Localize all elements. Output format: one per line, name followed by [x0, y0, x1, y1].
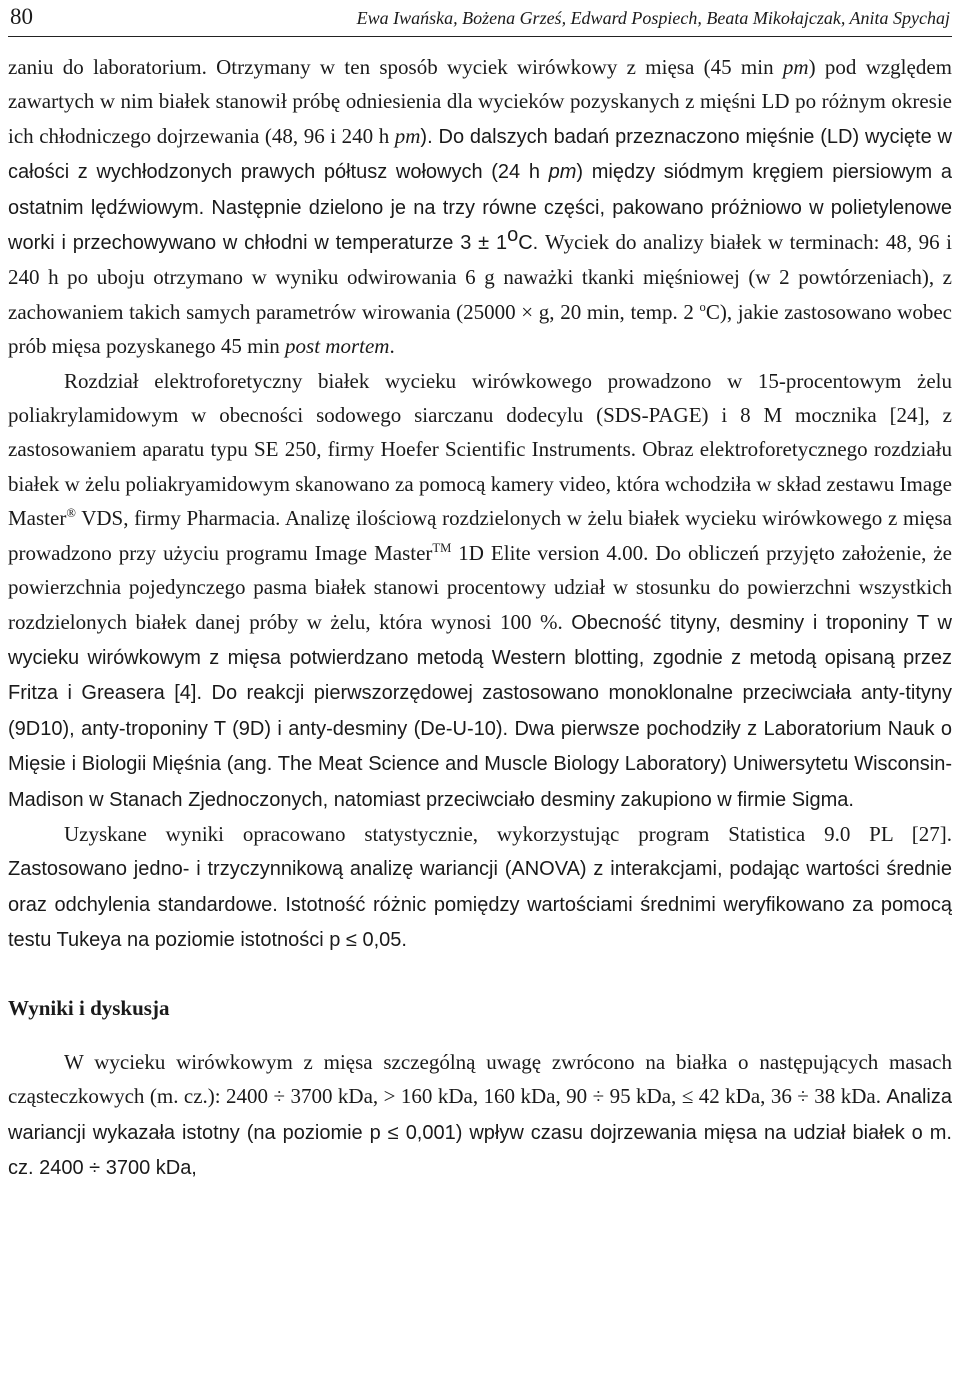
text-run-sans: ) między siódmym kręgiem piersiowym a ostatnim lędźwiowym. Następnie dzielono je na trzy równe części, pakowano próżniowo w polietylenowe worki i przechowywano w chłodni w temperaturze 3 ± 1	[8, 161, 953, 255]
text-run: 1D Elite version 4.00.	[451, 540, 656, 565]
italic-run: pm	[394, 123, 421, 148]
text-run: Uzyskane wyniki opracowano statystycznie, wykorzystując program Statistica 9.0 PL [27].	[64, 821, 952, 846]
text-run: Do obliczeń przyjęto założenie, że powierzchnia pojedynczego pasma białek stanowi procentowy udział w stosunku do powierzchni wszystkich rozdzielonych białek danej próby w żelu, która wynosi 100 %.	[8, 540, 953, 634]
text-run-sans: ). Do dalszych badań przeznaczono mięśnie (LD) wycięte w całości z wychłodzonych prawych półtusz wołowych (24 h	[8, 125, 952, 184]
text-run: pozyskanych z mięśni LD po różnym okresie ich chłodniczego dojrzewania (48, 96 i 240 h	[8, 89, 952, 148]
italic-run: pm	[548, 161, 577, 184]
italic-run: post mortem	[285, 334, 390, 359]
text-run-sans: C.	[518, 232, 545, 255]
body-text	[8, 50, 952, 1186]
text-run: Rozdział elektroforetyczny białek wycieku wirówkowego prowadzono w 15-procentowym żelu poliakrylamidowym w obecności sodowego siarczanu dodecylu (SDS-PAGE) i 8 M mocznika [24], z zastosowaniem aparatu typu SE 250, firmy Hoefer Scientific Instruments.	[8, 368, 952, 462]
text-run-sans: Analiza wariancji wykazała istotny (na poziomie p ≤ 0,001) wpływ czasu dojrzewania mięsa na udział białek o m. cz. 2400 ÷ 3700 kDa,	[8, 1086, 952, 1180]
paragraph-methods-electrophoresis	[8, 364, 952, 817]
section-heading: Wyniki i dyskusja	[8, 995, 170, 1020]
text-run: Wyciek do analizy białek w terminach: 48, 96 i 240 h po uboju otrzymano w wyniku odwirowania 6 g naważki tkanki mięśniowej (w 2 powtórzeniach), z zachowaniem takich samych parametrów wirowania (25000 × g, 20 min, temp. 2	[8, 230, 952, 324]
superscript: o	[699, 299, 706, 314]
text-run: C), jakie zastosowano wobec prób mięsa pozyskanego 45 min	[8, 299, 952, 359]
text-run-sans: Obecność tityny, desminy i troponiny T w wycieku wirówkowym z mięsa potwierdzano metodą Western blotting, zgodnie z metodą opisaną przez Fritza i Greasera [4]. Do reakcji pierwszorzędowej zastosowano monoklonalne przeciwciała anty-tityny (9D10), anty-troponiny T (9D) i anty-desminy (De-U-10). Dwa pierwsze pochodziły z Laboratorium Nauk o Mięsie i Biologii Mięśnia (ang. The Meat Science and Muscle Biology Laboratory) Uniwersytetu Wisconsin-Madison w Stanach Zjednoczonych, natomiast przeciwciało desminy zakupiono w firmie Sigma.	[8, 611, 952, 811]
paragraph-methods-statistics	[8, 817, 952, 958]
superscript: TM	[432, 540, 452, 555]
text-run: Analizę ilościową rozdzielonych w żelu białek wycieku wirówkowego z mięsa prowadzono przy użyciu programu Image Master	[8, 506, 952, 565]
paragraph-results	[8, 1045, 952, 1186]
text-run: W wycieku wirówkowym z mięsa szczególną uwagę zwrócono na białka o następujących masach cząsteczkowych (m. cz.): 2400 ÷ 3700 kDa, > 160 kDa, 160 kDa, 90 ÷ 95 kDa, ≤ 42 kDa, 36 ÷ 38 kDa.	[8, 1049, 952, 1109]
text-run: VDS, firmy Pharmacia.	[75, 506, 285, 531]
text-run: ) pod względem zawartych w nim białek stanowił próbę odniesienia dla wycieków	[8, 55, 952, 114]
italic-run: pm	[782, 55, 809, 79]
text-run: .	[389, 334, 395, 359]
superscript: ®	[66, 506, 76, 521]
text-run: Obraz elektroforetycznego rozdziału białek w żelu poliakryamidowym skanowano za pomocą kamery video, która wchodziła w skład zestawu Image Master	[8, 437, 952, 531]
text-run: zaniu do laboratorium. Otrzymany w ten sposób wyciek wirówkowy z mięsa (45 min	[8, 55, 783, 79]
text-run-sans: Zastosowano jedno- i trzyczynnikową analizę wariancji (ANOVA) z interakcjami, podając wartości średnie oraz odchylenia standardowe. Istotność różnic pomiędzy wartościami średnimi weryfikowano za pomocą testu Tukeya na poziomie istotności p ≤ 0,05.	[8, 858, 952, 952]
paragraph-methods-sampling	[8, 50, 952, 364]
running-head-authors: Ewa Iwańska, Bożena Grześ, Edward Pospiech, Beata Mikołajczak, Anita Spychaj	[356, 8, 950, 28]
page-header	[8, 2, 952, 37]
page-number: 80	[10, 4, 33, 29]
superscript: o	[507, 224, 519, 247]
